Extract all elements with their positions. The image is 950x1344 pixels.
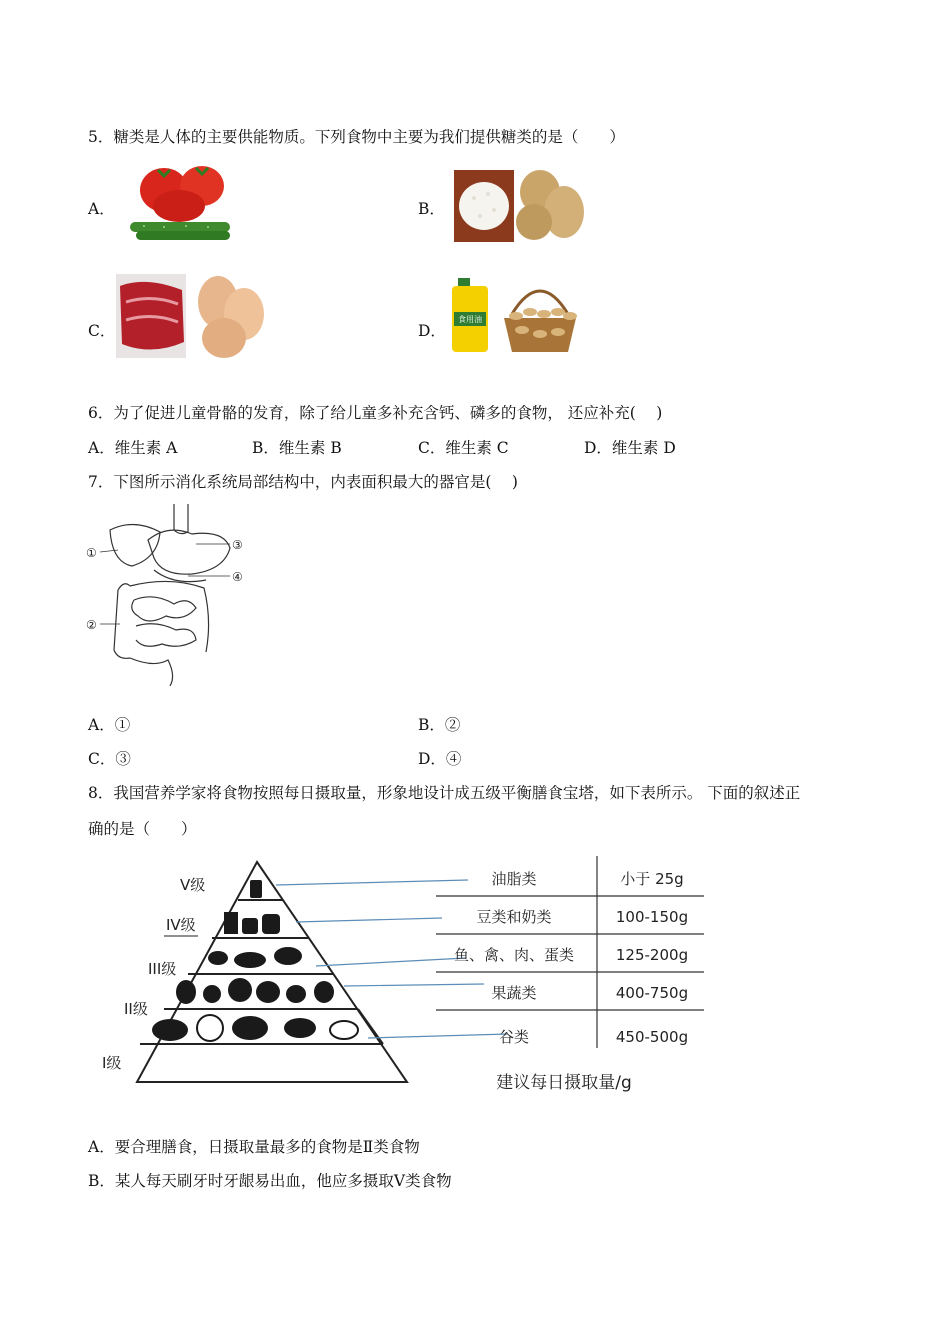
q7-option-a[interactable]: A．① xyxy=(88,716,131,734)
table-food-1: 油脂类 xyxy=(491,870,537,888)
digestive-system-diagram xyxy=(84,500,249,690)
figure-mark-3: ③ xyxy=(232,538,243,552)
q8-option-b[interactable]: B．某人每天刷牙时牙龈易出血，他应多摄取Ⅴ类食物 xyxy=(88,1172,452,1190)
table-food-2: 豆类和奶类 xyxy=(476,908,552,926)
table-amount-3: 125-200g xyxy=(615,946,689,964)
table-food-5: 谷类 xyxy=(498,1028,530,1046)
pyramid-level-4: IV级 xyxy=(166,916,196,934)
q5-option-d-label[interactable]: D． xyxy=(418,322,446,340)
meat-egg-image xyxy=(116,272,266,360)
q7-stem: 7．下图所示消化系统局部结构中，内表面积最大的器官是( ) xyxy=(88,473,518,491)
table-amount-4: 400-750g xyxy=(615,984,689,1002)
q5-stem: 5．糖类是人体的主要供能物质。下列食物中主要为我们提供糖类的是（ ） xyxy=(88,128,625,146)
figure-mark-4: ④ xyxy=(232,570,243,584)
table-caption: 建议每日摄取量/g xyxy=(496,1073,632,1093)
q8-option-a[interactable]: A．要合理膳食，日摄取量最多的食物是Ⅱ类食物 xyxy=(88,1138,420,1156)
figure-mark-2: ② xyxy=(86,618,97,632)
tomato-cucumber-image xyxy=(124,160,236,244)
q7-option-c[interactable]: C．③ xyxy=(88,750,131,768)
q6-option-d[interactable]: D．维生素 D xyxy=(584,439,676,457)
q5-option-c-label[interactable]: C． xyxy=(88,322,116,340)
rice-potato-image xyxy=(454,164,586,244)
pyramid-level-1: I级 xyxy=(102,1054,122,1072)
q7-option-b[interactable]: B．② xyxy=(418,716,461,734)
table-food-3: 鱼、禽、肉、蛋类 xyxy=(453,946,575,964)
q6-stem: 6．为了促进儿童骨骼的发育，除了给儿童多补充含钙、磷多的食物， 还应补充( ) xyxy=(88,404,663,422)
q5-option-b-label[interactable]: B． xyxy=(418,200,445,218)
q6-option-c[interactable]: C．维生素 C xyxy=(418,439,509,457)
table-amount-1: 小于 25g xyxy=(620,870,684,888)
oil-bottle-label: 食用油 xyxy=(458,315,482,324)
oil-peanut-image xyxy=(450,274,584,356)
table-amount-2: 100-150g xyxy=(615,908,689,926)
q6-option-b[interactable]: B．维生素 B xyxy=(252,439,342,457)
food-pyramid-figure xyxy=(100,852,710,1097)
q7-option-d[interactable]: D．④ xyxy=(418,750,462,768)
q6-option-a[interactable]: A．维生素 A xyxy=(88,439,178,457)
q5-option-a-label[interactable]: A． xyxy=(88,200,115,218)
figure-mark-1: ① xyxy=(86,546,97,560)
q8-stem-line1: 8．我国营养学家将食物按照每日摄取量，形象地设计成五级平衡膳食宝塔，如下表所示。 下面的叙述正 xyxy=(88,784,801,802)
q8-stem-line2: 确的是（ ） xyxy=(88,820,197,838)
pyramid-level-2: II级 xyxy=(124,1000,148,1018)
table-food-4: 果蔬类 xyxy=(491,984,537,1002)
table-amount-5: 450-500g xyxy=(615,1028,689,1046)
pyramid-level-5: V级 xyxy=(180,876,206,894)
pyramid-level-3: III级 xyxy=(148,960,177,978)
